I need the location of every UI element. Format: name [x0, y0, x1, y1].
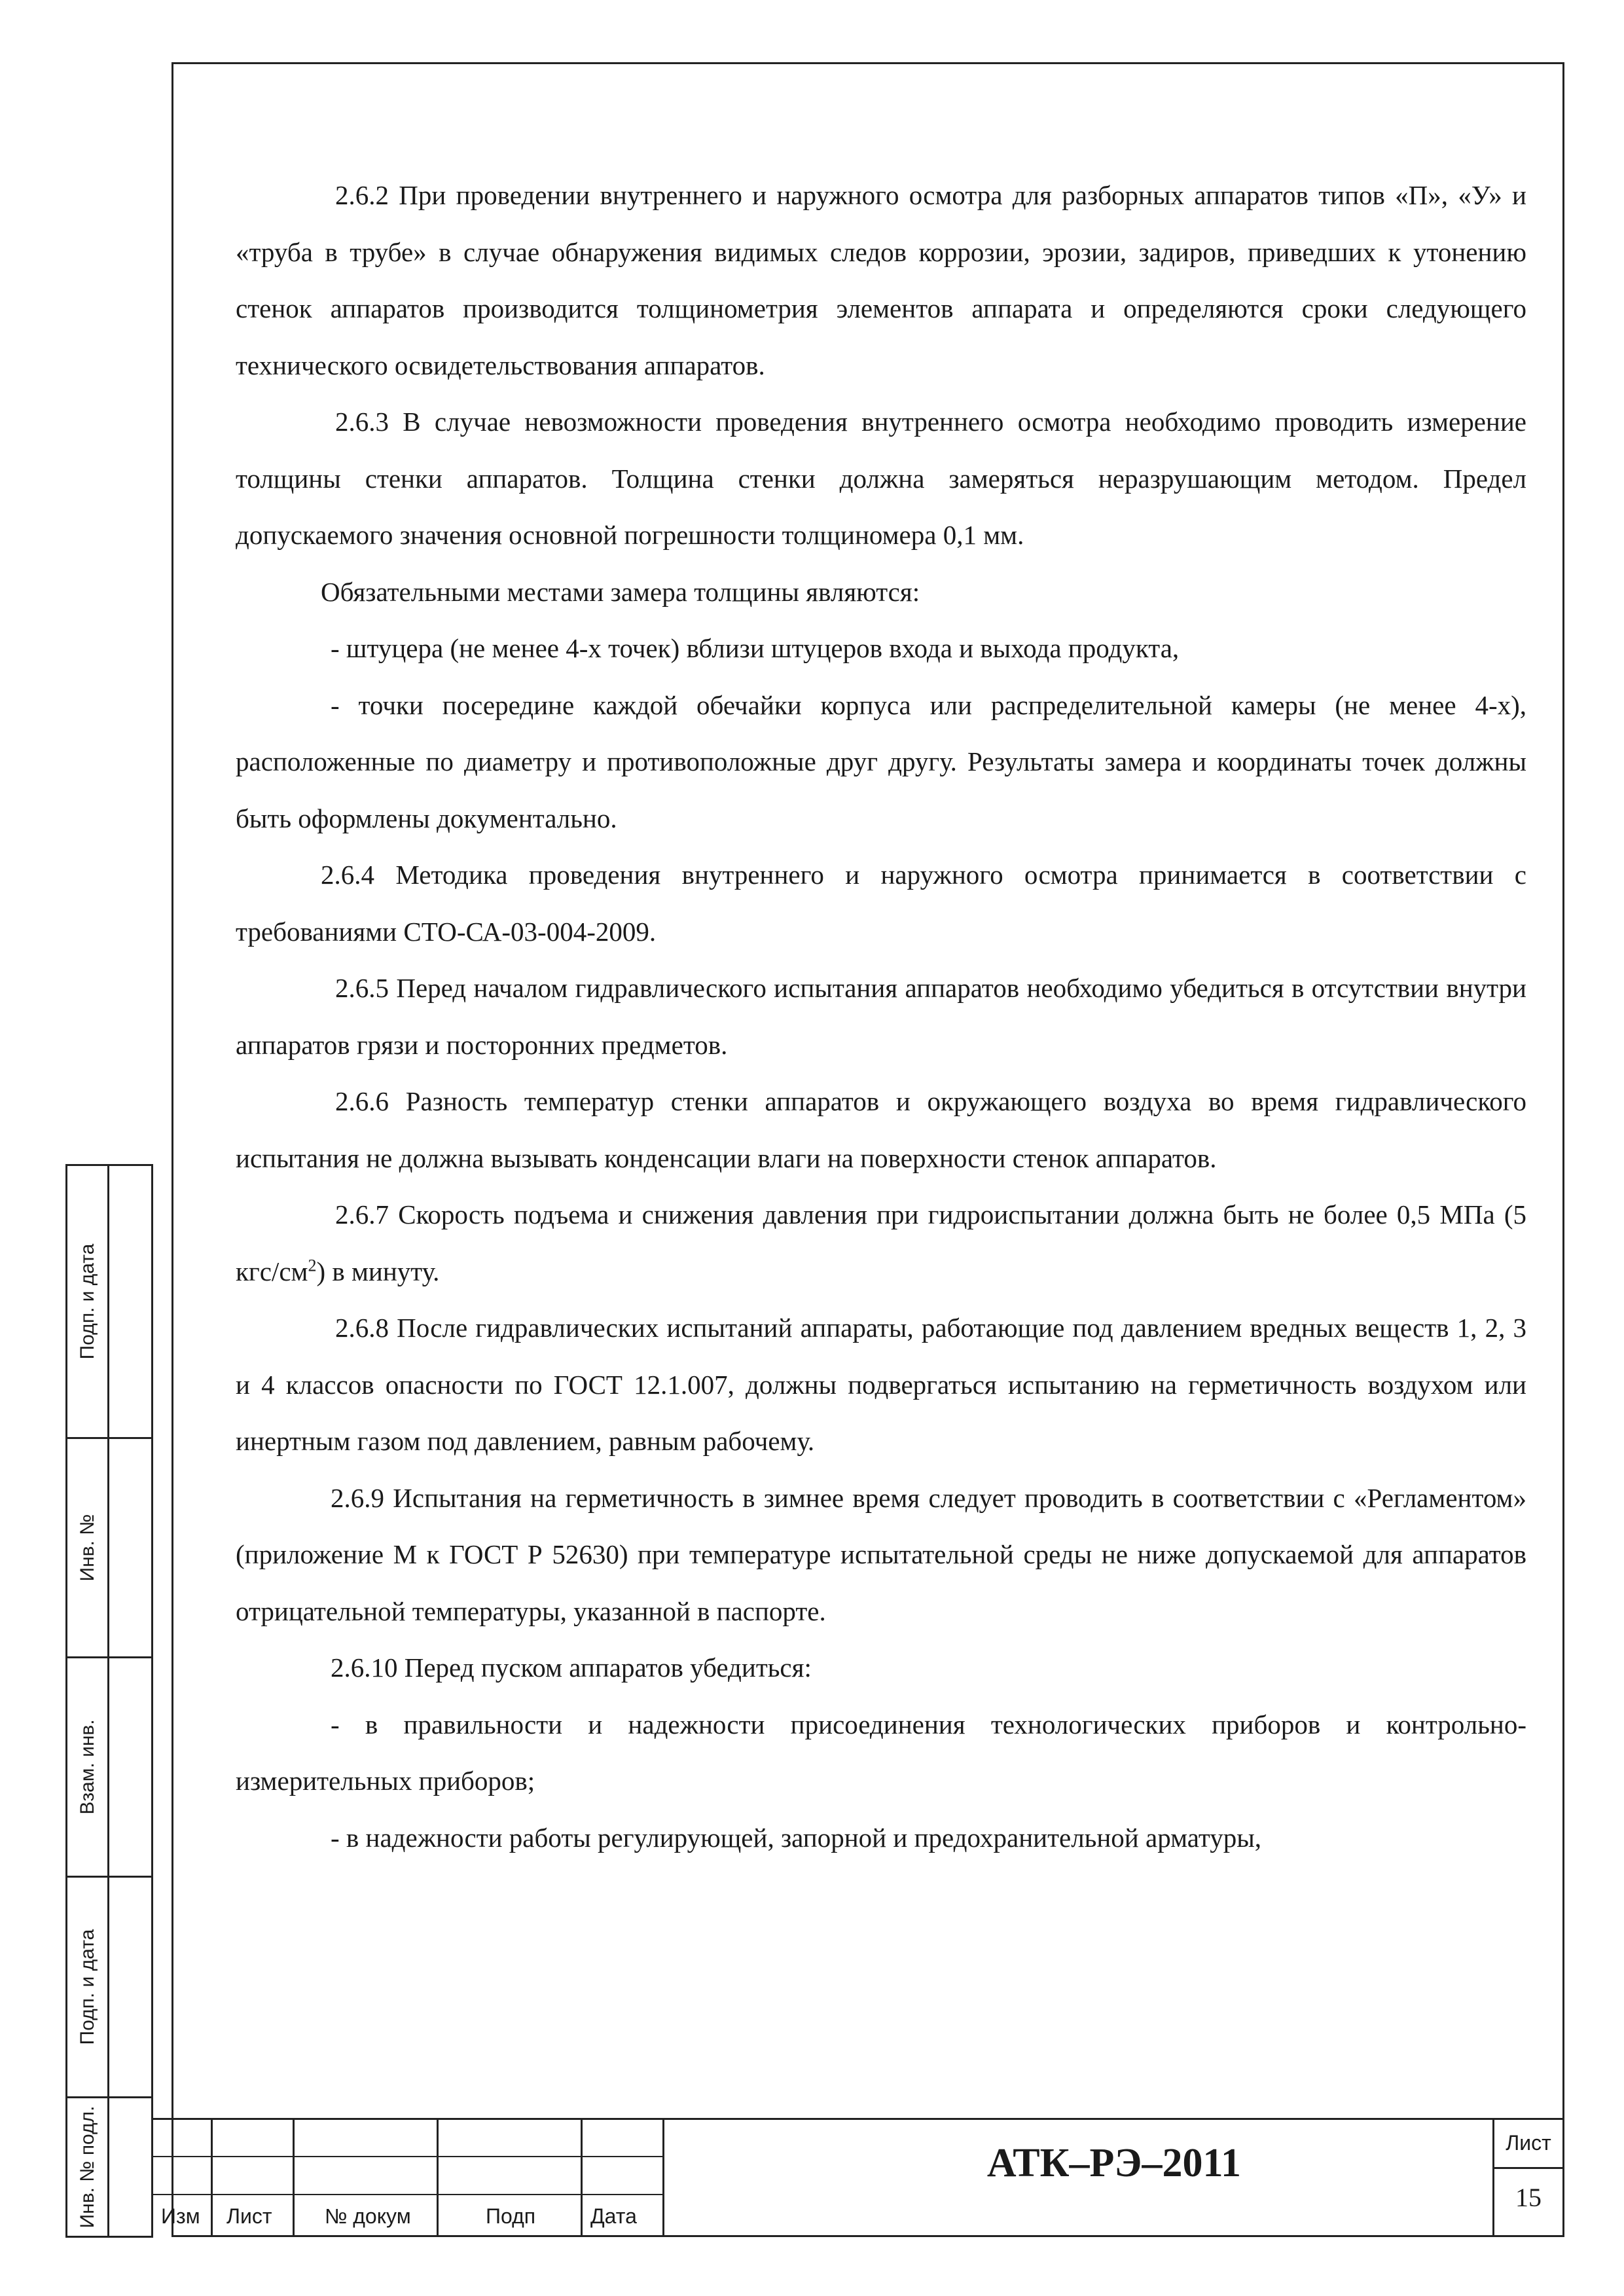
sheet-label: Лист: [1506, 2131, 1551, 2155]
paragraph-2-6-2: 2.6.2 При проведении внутреннего и наружного осмотра для разборных аппаратов типов «П», «У» и «труба в трубе» в случае обнаружения видимых следов коррозии, эрозии, задиров, приведших к утонению стенок аппаратов производится толщинометрия элементов аппарата и определяются сроки следующего технического освидетельствования аппаратов.: [236, 180, 1526, 380]
sheet-number: 15: [1515, 2183, 1542, 2212]
side-cell-signature-date-1: [65, 1164, 153, 1439]
side-stamp: [65, 1164, 153, 2238]
title-col-signature: Подп: [486, 2204, 536, 2228]
title-col-izm: Изм: [161, 2204, 200, 2228]
side-label-signature-date-1: Подп. и дата: [76, 1243, 98, 1360]
title-col-doc-number: № докум: [325, 2204, 411, 2228]
side-cell-inv-no: [65, 1437, 153, 1658]
side-label-original-inv: Инв. № подл.: [76, 2105, 98, 2229]
paragraph-2-6-4: 2.6.4 Методика проведения внутреннего и наружного осмотра принимается в соответствии с требованиями СТО-СА-03-004-2009.: [236, 860, 1526, 947]
side-cell-original-inv: [65, 2096, 153, 2238]
list-item-instruments: - в правильности и надежности присоединения технологических приборов и контрольно-измерительных приборов;: [236, 1709, 1526, 1796]
side-cell-replacement-inv: [65, 1656, 153, 1878]
document-code: АТК–РЭ–2011: [986, 2141, 1242, 2185]
paragraph-2-6-7-text-b: ) в минуту.: [316, 1256, 440, 1286]
paragraph-measure-places: Обязательными местами замера толщины являются:: [321, 576, 920, 607]
list-item-shell-points: - точки посередине каждой обечайки корпуса или распределительной камеры (не менее 4-х), расположенные по диаметру и противоположные друг другу. Результаты замера и координаты точек должны быть оформлены документально.: [236, 689, 1526, 833]
paragraph-2-6-10: 2.6.10 Перед пуском аппаратов убедиться:: [331, 1652, 812, 1683]
paragraph-2-6-3: 2.6.3 В случае невозможности проведения внутреннего осмотра необходимо проводить измерение толщины стенки аппаратов. Толщина стенки должна замеряться неразрушающим методом. Предел допускаемого значения основной погрешности толщиномера 0,1 мм.: [236, 407, 1526, 550]
title-col-list: Лист: [226, 2204, 272, 2228]
title-col-date: Дата: [590, 2204, 637, 2228]
list-item-fittings: - штуцера (не менее 4-х точек) вблизи штуцеров входа и выхода продукта,: [331, 633, 1180, 663]
paragraph-2-6-8: 2.6.8 После гидравлических испытаний аппараты, работающие под давлением вредных веществ 1, 2, 3 и 4 классов опасности по ГОСТ 12.1.007, должны подвергаться испытанию на герметичность воздухом или инертным газом под давлением, равным рабочему.: [236, 1313, 1526, 1456]
superscript-2: 2: [308, 1255, 317, 1275]
side-cell-signature-date-2: [65, 1876, 153, 2098]
paragraph-2-6-7-text-a: 2.6.7 Скорость подъема и снижения давления при гидроиспытании должна быть не более 0,5 МПа (5 кгс/см: [236, 1199, 1526, 1286]
paragraph-2-6-6: 2.6.6 Разность температур стенки аппаратов и окружающего воздуха во время гидравлического испытания не должна вызывать конденсации влаги на поверхности стенок аппаратов.: [236, 1086, 1526, 1173]
side-label-signature-date-2: Подп. и дата: [76, 1929, 98, 2045]
paragraph-2-6-9: 2.6.9 Испытания на герметичность в зимнее время следует проводить в соответствии с «Регламентом» (приложение М к ГОСТ Р 52630) при температуре испытательной среды не ниже допускаемой для аппаратов отрицательной температуры, указанной в паспорте.: [236, 1482, 1526, 1626]
paragraph-2-6-7: [236, 1186, 1526, 1300]
paragraph-2-6-5: 2.6.5 Перед началом гидравлического испытания аппаратов необходимо убедиться в отсутствии внутри аппаратов грязи и посторонних предметов.: [236, 973, 1526, 1060]
side-label-replacement-inv: Взам. инв.: [76, 1719, 98, 1815]
side-label-inv-no: Инв. №: [76, 1514, 98, 1582]
document-body: [236, 167, 1526, 1866]
title-block: [152, 2118, 1564, 2237]
list-item-valves: - в надежности работы регулирующей, запорной и предохранительной арматуры,: [331, 1822, 1262, 1853]
